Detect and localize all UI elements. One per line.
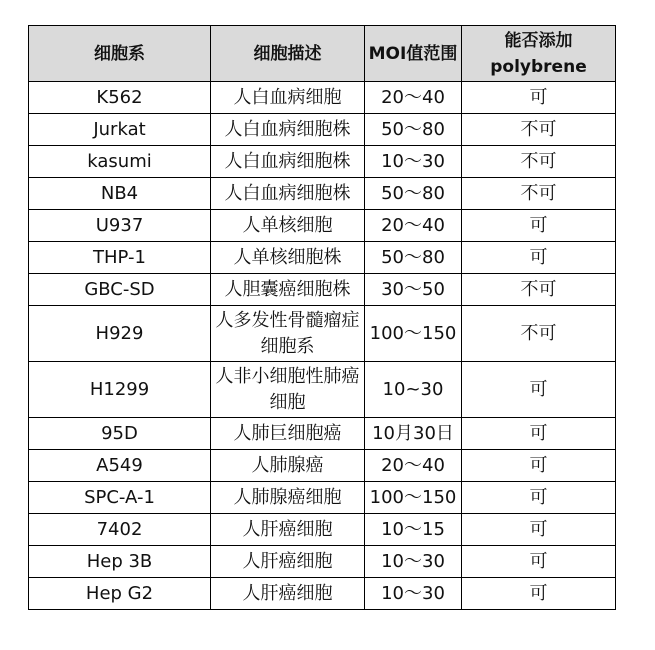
table-row <box>29 178 616 210</box>
cell-description: 人肺腺癌细胞 <box>211 482 365 514</box>
moi-range: 100～150 <box>365 306 462 362</box>
cell-description: 人肝癌细胞 <box>211 546 365 578</box>
table-row <box>29 306 616 362</box>
moi-range: 10~30 <box>365 362 462 418</box>
moi-range: 100～150 <box>365 482 462 514</box>
cell-description: 人白血病细胞 <box>211 82 365 114</box>
cell-line-name: GBC-SD <box>29 274 211 306</box>
header-cell-line: 细胞系 <box>29 26 211 82</box>
cell-line-name: H1299 <box>29 362 211 418</box>
table-row <box>29 242 616 274</box>
header-row <box>29 26 616 82</box>
polybrene-allowed: 可 <box>462 210 616 242</box>
table-row <box>29 210 616 242</box>
cell-line-name: U937 <box>29 210 211 242</box>
polybrene-allowed: 可 <box>462 450 616 482</box>
table-row <box>29 546 616 578</box>
header-moi-range: MOI值范围 <box>365 26 462 82</box>
table-row <box>29 114 616 146</box>
polybrene-allowed: 可 <box>462 482 616 514</box>
cell-line-name: Jurkat <box>29 114 211 146</box>
moi-range: 20～40 <box>365 82 462 114</box>
cell-description: 人白血病细胞株 <box>211 146 365 178</box>
polybrene-allowed: 可 <box>462 546 616 578</box>
header-polybrene: 能否添加polybrene <box>462 26 616 82</box>
moi-range: 20～40 <box>365 450 462 482</box>
cell-description: 人单核细胞株 <box>211 242 365 274</box>
cell-line-name: A549 <box>29 450 211 482</box>
cell-line-name: SPC-A-1 <box>29 482 211 514</box>
moi-range: 50～80 <box>365 242 462 274</box>
table-row <box>29 450 616 482</box>
moi-range: 30～50 <box>365 274 462 306</box>
polybrene-allowed: 可 <box>462 514 616 546</box>
moi-range: 10～30 <box>365 146 462 178</box>
polybrene-allowed: 可 <box>462 578 616 610</box>
cell-description: 人白血病细胞株 <box>211 178 365 210</box>
table-row <box>29 362 616 418</box>
cell-description: 人肝癌细胞 <box>211 578 365 610</box>
cell-line-name: K562 <box>29 82 211 114</box>
cell-line-name: THP-1 <box>29 242 211 274</box>
polybrene-allowed: 可 <box>462 82 616 114</box>
moi-range: 10～15 <box>365 514 462 546</box>
cell-line-name: NB4 <box>29 178 211 210</box>
table-row <box>29 514 616 546</box>
cell-line-name: H929 <box>29 306 211 362</box>
cell-description: 人肺腺癌 <box>211 450 365 482</box>
cell-line-name: 95D <box>29 418 211 450</box>
moi-range: 10～30 <box>365 546 462 578</box>
moi-range: 10～30 <box>365 578 462 610</box>
cell-description: 人胆囊癌细胞株 <box>211 274 365 306</box>
cell-line-name: Hep G2 <box>29 578 211 610</box>
cell-description: 人单核细胞 <box>211 210 365 242</box>
cell-line-name: Hep 3B <box>29 546 211 578</box>
header-cell-description: 细胞描述 <box>211 26 365 82</box>
table-row <box>29 146 616 178</box>
polybrene-allowed: 可 <box>462 418 616 450</box>
cell-line-name: 7402 <box>29 514 211 546</box>
cell-description: 人白血病细胞株 <box>211 114 365 146</box>
moi-range: 50～80 <box>365 178 462 210</box>
moi-range: 10月30日 <box>365 418 462 450</box>
polybrene-allowed: 不可 <box>462 274 616 306</box>
cell-line-table <box>28 25 616 610</box>
polybrene-allowed: 不可 <box>462 178 616 210</box>
cell-description: 人多发性骨髓瘤症细胞系 <box>211 306 365 362</box>
table-row <box>29 82 616 114</box>
cell-description: 人非小细胞性肺癌细胞 <box>211 362 365 418</box>
table-row <box>29 578 616 610</box>
cell-description: 人肝癌细胞 <box>211 514 365 546</box>
cell-line-name: kasumi <box>29 146 211 178</box>
polybrene-allowed: 可 <box>462 362 616 418</box>
table-row <box>29 274 616 306</box>
cell-description: 人肺巨细胞癌 <box>211 418 365 450</box>
table-row <box>29 482 616 514</box>
polybrene-allowed: 不可 <box>462 114 616 146</box>
moi-range: 20～40 <box>365 210 462 242</box>
polybrene-allowed: 不可 <box>462 146 616 178</box>
cell-line-table-container <box>28 25 615 610</box>
polybrene-allowed: 可 <box>462 242 616 274</box>
polybrene-allowed: 不可 <box>462 306 616 362</box>
moi-range: 50～80 <box>365 114 462 146</box>
table-row <box>29 418 616 450</box>
